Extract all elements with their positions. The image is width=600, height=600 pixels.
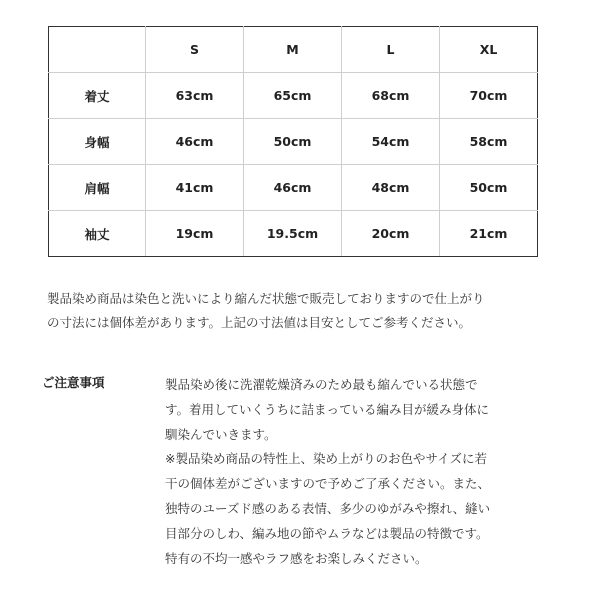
table-cell: 46cm: [146, 119, 244, 165]
size-header-xl: XL: [440, 27, 538, 73]
table-header-row: [49, 27, 538, 73]
size-table: [48, 26, 538, 257]
table-row: [49, 165, 538, 211]
table-cell: 21cm: [440, 211, 538, 257]
table-cell: 41cm: [146, 165, 244, 211]
table-row: [49, 73, 538, 119]
caution-line: す。着用していくうちに詰まっている編み目が緩み身体に: [165, 401, 490, 417]
row-label: 身幅: [49, 119, 146, 165]
table-corner-cell: [49, 27, 146, 73]
caution-line: 独特のユーズド感のある表情、多少のゆがみや擦れ、縫い: [165, 500, 491, 516]
caution-line: 馴染んでいきます。: [165, 426, 277, 442]
size-note: [47, 287, 567, 335]
table-cell: 63cm: [146, 73, 244, 119]
table-row: [49, 211, 538, 257]
caution-line: 干の個体差がございますので予めご了承ください。また、: [165, 476, 491, 492]
table-cell: 20cm: [342, 211, 440, 257]
table-cell: 19.5cm: [244, 211, 342, 257]
table-cell: 65cm: [244, 73, 342, 119]
caution-line: 目部分のしわ、編み地の節やムラなどは製品の特徴です。: [165, 525, 489, 541]
size-header-l: L: [342, 27, 440, 73]
table-cell: 58cm: [440, 119, 538, 165]
caution-title: ご注意事項: [42, 375, 105, 390]
table-row: [49, 119, 538, 165]
row-label: 着丈: [49, 73, 146, 119]
caution-line: 製品染め後に洗濯乾燥済みのため最も縮んでいる状態で: [165, 377, 478, 392]
table-cell: 50cm: [244, 119, 342, 165]
note-line: の寸法には個体差があります。上記の寸法値は目安としてご参考ください。: [47, 315, 472, 330]
table-cell: 68cm: [342, 73, 440, 119]
row-label: 肩幅: [49, 165, 146, 211]
caution-line: 特有の不均一感やラフ感をお楽しみください。: [165, 550, 428, 566]
table-cell: 48cm: [342, 165, 440, 211]
table-cell: 50cm: [440, 165, 538, 211]
table-cell: 54cm: [342, 119, 440, 165]
caution-body: [165, 373, 545, 571]
table-cell: 46cm: [244, 165, 342, 211]
note-line: 製品染め商品は染色と洗いにより縮んだ状態で販売しておりますので仕上がり: [47, 291, 485, 306]
row-label: 袖丈: [49, 211, 146, 257]
size-header-s: S: [146, 27, 244, 73]
table-cell: 19cm: [146, 211, 244, 257]
table-cell: 70cm: [440, 73, 538, 119]
size-header-m: M: [244, 27, 342, 73]
caution-line: ※製品染め商品の特性上、染め上がりのお色やサイズに若: [165, 451, 487, 467]
